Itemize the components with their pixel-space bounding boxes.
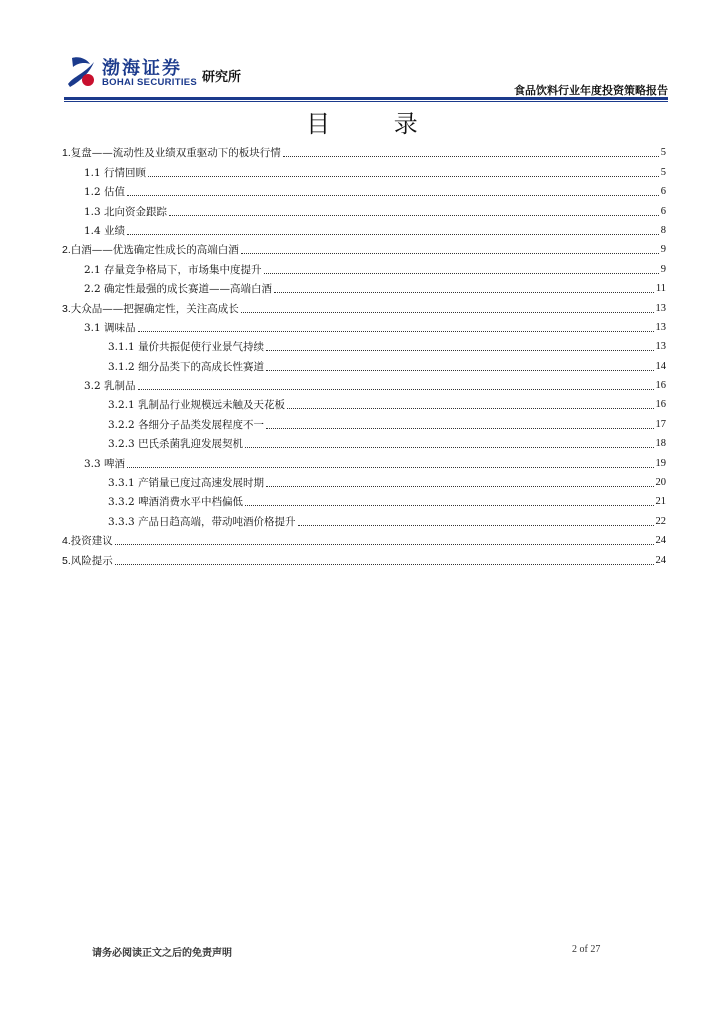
- toc-entry-number: 2.2: [84, 283, 101, 296]
- toc-entry-number: 3.2: [84, 380, 101, 393]
- toc-leader-dots: [283, 155, 659, 157]
- toc-entry[interactable]: [62, 219, 666, 238]
- toc-entry-text: 确定性最强的成长赛道——高端白酒: [104, 283, 273, 296]
- toc-leader-dots: [245, 504, 653, 506]
- toc-entry-number: 3.1.2: [108, 360, 135, 373]
- toc-entry-page: 8: [660, 224, 666, 236]
- toc-entry-label: [108, 437, 243, 451]
- toc-entry-text: 估值: [104, 186, 126, 199]
- toc-leader-dots: [138, 330, 654, 332]
- toc-leader-dots: [266, 349, 653, 351]
- toc-leader-dots: [298, 524, 654, 526]
- toc-entry-number: 1.2: [84, 186, 101, 199]
- toc-entry-text: 风险提示: [70, 554, 113, 567]
- bohai-logo-icon: [64, 54, 98, 90]
- toc-entry[interactable]: [62, 199, 666, 218]
- toc-entry-text: 啤酒消费水平中档偏低: [138, 496, 244, 509]
- toc-entry-text: 各细分子品类发展程度不一: [138, 418, 265, 431]
- toc-entry-page: 18: [655, 438, 666, 450]
- toc-entry-label: [62, 534, 113, 548]
- toc-entry-page: 16: [655, 399, 666, 411]
- toc-entry-number: 3.1: [84, 321, 101, 334]
- toc-entry-text: 投资建议: [70, 535, 113, 548]
- toc-entry-label: [84, 205, 167, 219]
- toc-entry-number: 3.3: [84, 457, 101, 470]
- toc-entry-text: 乳制品行业规模远未触及天花板: [138, 399, 286, 412]
- toc-entry-text: 业绩: [104, 224, 126, 237]
- toc-leader-dots: [115, 563, 654, 565]
- toc-entry-text: 大众品——把握确定性，关注高成长: [70, 302, 239, 315]
- toc-entry-page: 22: [655, 515, 666, 527]
- toc-leader-dots: [241, 311, 654, 313]
- toc-entry[interactable]: [62, 180, 666, 199]
- toc-entry-label: [84, 379, 136, 393]
- toc-entry-number: 3.3.3: [108, 515, 135, 528]
- logo-english-name: BOHAI SECURITIES: [102, 77, 198, 88]
- toc-entry-label: [62, 243, 239, 257]
- footer-disclaimer: 请务必阅读正文之后的免责声明: [92, 948, 232, 959]
- header-divider: [64, 97, 668, 100]
- toc-entry-number: 5.: [62, 554, 71, 567]
- toc-entry-label: [84, 457, 125, 471]
- toc-entry[interactable]: [62, 238, 666, 257]
- toc-entry-page: 21: [655, 496, 666, 508]
- toc-leader-dots: [127, 194, 659, 196]
- toc-entry-number: 4.: [62, 535, 71, 548]
- toc-entry[interactable]: [62, 160, 666, 179]
- toc-entry[interactable]: [62, 432, 666, 451]
- toc-entry[interactable]: [62, 393, 666, 412]
- toc-entry[interactable]: [62, 374, 666, 393]
- toc-entry-label: [62, 146, 281, 160]
- toc-entry[interactable]: [62, 490, 666, 509]
- page-header: [64, 52, 668, 98]
- toc-entry[interactable]: [62, 354, 666, 373]
- toc-entry-page: 9: [660, 263, 666, 275]
- toc-entry-number: 3.2.2: [108, 418, 135, 431]
- toc-entry-number: 3.2.3: [108, 438, 135, 451]
- toc-entry[interactable]: [62, 141, 666, 160]
- toc-entry-page: 17: [655, 418, 666, 430]
- toc-entry-label: [84, 185, 125, 199]
- toc-entry-label: [84, 166, 146, 180]
- toc-entry-label: [108, 495, 243, 509]
- toc-entry-page: 14: [655, 360, 666, 372]
- toc-entry-number: 3.: [62, 302, 71, 315]
- toc-entry-text: 调味品: [104, 321, 136, 334]
- toc-entry-number: 1.4: [84, 224, 101, 237]
- toc-entry[interactable]: [62, 257, 666, 276]
- toc-leader-dots: [266, 485, 653, 487]
- report-type: 食品饮料行业年度投资策略报告: [514, 84, 668, 97]
- toc-entry-number: 1.3: [84, 205, 101, 218]
- toc-leader-dots: [138, 388, 654, 390]
- toc-entry[interactable]: [62, 277, 666, 296]
- toc-entry-number: 3.1.1: [108, 341, 135, 354]
- toc-entry-page: 6: [660, 205, 666, 217]
- toc-entry[interactable]: [62, 471, 666, 490]
- toc-entry-text: 产品日趋高端，带动吨酒价格提升: [138, 515, 296, 528]
- toc-entry-page: 19: [655, 457, 666, 469]
- toc-entry-label: [108, 398, 285, 412]
- department-name: 研究所: [202, 70, 242, 85]
- toc-leader-dots: [287, 407, 653, 409]
- toc-leader-dots: [148, 175, 659, 177]
- toc-entry[interactable]: [62, 451, 666, 470]
- toc-entry-label: [62, 554, 113, 568]
- toc-entry-number: 3.2.1: [108, 399, 135, 412]
- toc-entry-number: 3.3.2: [108, 496, 135, 509]
- toc-entry-label: [108, 515, 296, 529]
- toc-entry-label: [108, 418, 264, 432]
- toc-entry-text: 细分品类下的高成长性赛道: [138, 360, 265, 373]
- toc-entry-text: 存量竞争格局下，市场集中度提升: [104, 263, 262, 276]
- toc-entry-text: 乳制品: [104, 380, 136, 393]
- toc-entry-number: 3.3.1: [108, 477, 135, 490]
- toc-leader-dots: [127, 466, 653, 468]
- toc-entry-page: 5: [660, 147, 666, 159]
- toc-entry-number: 2.: [62, 244, 71, 257]
- toc-entry-text: 啤酒: [104, 457, 126, 470]
- toc-entry-text: 复盘——流动性及业绩双重驱动下的板块行情: [70, 147, 281, 160]
- toc-entry-page: 13: [655, 321, 666, 333]
- toc-entry-number: 1.1: [84, 166, 101, 179]
- toc-entry-page: 13: [655, 302, 666, 314]
- toc-leader-dots: [169, 214, 659, 216]
- toc-entry-label: [108, 340, 264, 354]
- header-divider-thin: [64, 101, 668, 102]
- toc-leader-dots: [241, 252, 659, 254]
- toc-entry-page: 16: [655, 380, 666, 392]
- toc-entry-page: 20: [655, 477, 666, 489]
- toc-leader-dots: [266, 369, 653, 371]
- toc-entry-text: 行情回顾: [104, 166, 147, 179]
- toc-entry[interactable]: [62, 509, 666, 528]
- toc-leader-dots: [115, 543, 654, 545]
- page-indicator: 2 of 27: [572, 944, 601, 955]
- toc-entry-label: [84, 263, 262, 277]
- toc-entry[interactable]: [62, 529, 666, 548]
- toc-entry[interactable]: [62, 296, 666, 315]
- toc-entry-page: 5: [660, 166, 666, 178]
- toc-entry-page: 6: [660, 186, 666, 198]
- toc-entry-label: [84, 224, 125, 238]
- toc-leader-dots: [127, 233, 659, 235]
- toc-entry[interactable]: [62, 335, 666, 354]
- toc-entry[interactable]: [62, 548, 666, 567]
- toc-entry-page: 13: [655, 341, 666, 353]
- toc-leader-dots: [274, 291, 654, 293]
- toc-entry-text: 量价共振促使行业景气持续: [138, 341, 265, 354]
- toc-entry-page: 24: [655, 554, 666, 566]
- toc-entry-text: 产销量已度过高速发展时期: [138, 477, 265, 490]
- toc-entry[interactable]: [62, 316, 666, 335]
- toc-entry-label: [108, 360, 264, 374]
- toc-entry-label: [84, 282, 272, 296]
- toc-entry-text: 巴氏杀菌乳迎发展契机: [138, 438, 244, 451]
- toc-entry-label: [108, 476, 264, 490]
- logo-chinese-name: 渤海证券: [102, 58, 182, 79]
- toc-entry-page: 11: [655, 283, 666, 295]
- toc-entry-number: 2.1: [84, 263, 101, 276]
- toc-entry-text: 白酒——优选确定性成长的高端白酒: [70, 244, 239, 257]
- toc-entry[interactable]: [62, 412, 666, 431]
- toc-leader-dots: [266, 427, 653, 429]
- toc-entry-label: [62, 302, 239, 316]
- toc-entry-page: 24: [655, 535, 666, 547]
- toc-entry-number: 1.: [62, 147, 71, 160]
- toc-leader-dots: [245, 446, 653, 448]
- toc-title: 目 录: [306, 110, 446, 138]
- toc-entry-label: [84, 321, 136, 335]
- toc-leader-dots: [264, 272, 659, 274]
- table-of-contents: [62, 141, 666, 568]
- toc-entry-text: 北向资金跟踪: [104, 205, 168, 218]
- toc-entry-page: 9: [660, 244, 666, 256]
